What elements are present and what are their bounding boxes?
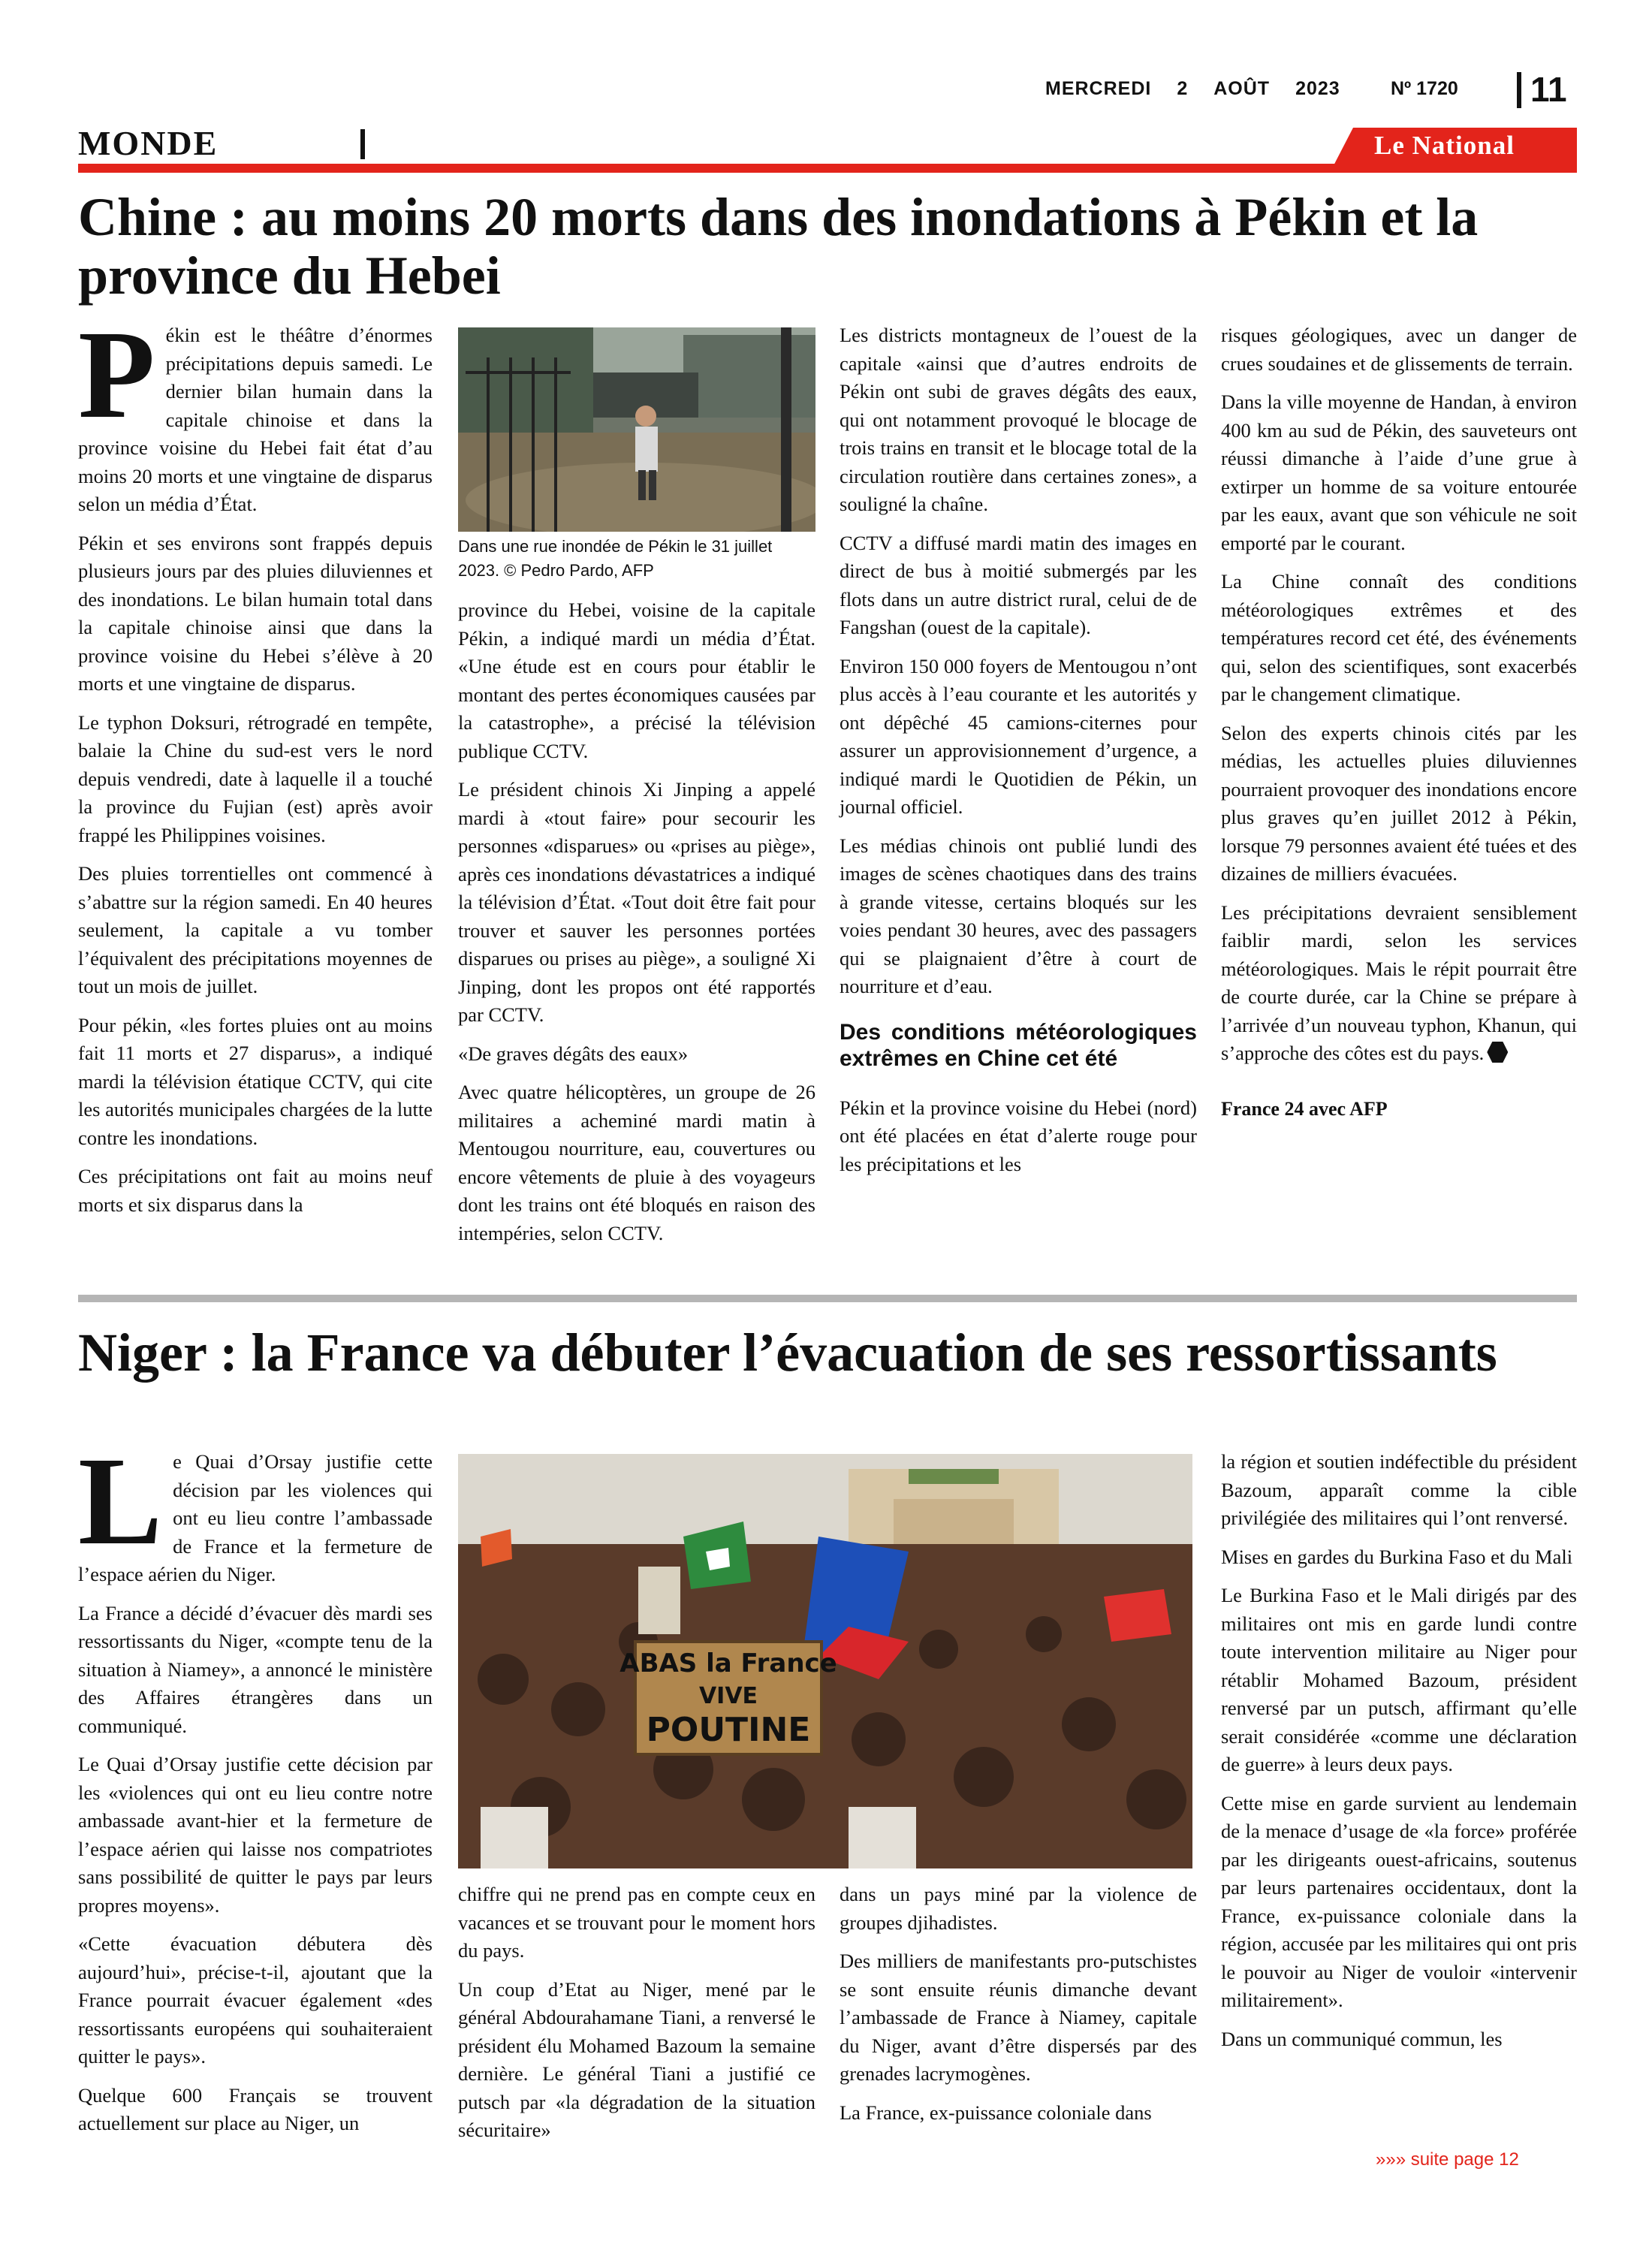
paragraph: chiffre qui ne prend pas en compte ceux en vacances et se trouvant pour le moment hors du pays. (458, 1883, 815, 1962)
protest-sign-line-2: VIVE (698, 1683, 758, 1709)
drop-cap: L (78, 1431, 163, 1571)
paragraph: Des pluies torrentielles ont commencé à s’abattre sur la région samedi. En 40 heures seulement, la capitale a vu tomber l’équivalent des précipitations moyennes de tout un mois de juillet. (78, 862, 433, 997)
issue-number: Nº 1720 (1391, 78, 1458, 99)
paragraph (78, 1431, 433, 1589)
protest-photo-image (458, 1454, 1192, 1868)
paragraph-text: Les précipitations devraient sensiblement faiblir mardi, selon les services météorologiques. Mais le répit pourrait être de courte durée, car la Chine se prépare à l’arrivée d’un nouveau typhon, Khanun, qui s’approche des côtes est du pays. (1221, 900, 1577, 1064)
paragraph-text: e Quai d’Orsay justifie cette décision par les violences qui ont eu lieu contre l’ambassade de France et la fermeture de l’espace aérien du Niger. (78, 1450, 433, 1585)
date-weekday: MERCREDI (1045, 78, 1152, 99)
paragraph (78, 305, 433, 519)
paragraph: Pékin et la province voisine du Hebei (nord) ont été placées en état d’alerte rouge pour les précipitations et les (840, 1096, 1197, 1175)
paragraph: province du Hebei, voisine de la capitale Pékin, a indiqué mardi un média d’État. «Une étude est en cours pour établir le montant des pertes économiques causées par la catastrophe», a précisé la télévision publique CCTV. (458, 599, 815, 762)
date-month: AOÛT (1213, 78, 1271, 99)
article-niger-column-3 (840, 1881, 1197, 2137)
paragraph: dans un pays miné par la violence de groupes djihadistes. (840, 1883, 1197, 1934)
article-china-column-3 (840, 321, 1197, 1189)
paragraph: Quelque 600 Français se trouvent actuellement sur place au Niger, un (78, 2083, 433, 2134)
issue-date (1045, 78, 1340, 100)
paragraph: Mises en gardes du Burkina Faso et du Mali (1221, 1545, 1573, 1568)
paragraph: Les médias chinois ont publié lundi des images de scènes chaotiques dans des trains à grande vitesse, certains bloqués sur les voies pendant 30 heures, avec des passagers qui se plaignaient d’être à court de nourriture et d’eau. (840, 834, 1197, 997)
drop-cap: P (78, 305, 155, 445)
flood-photo-image (458, 327, 815, 532)
paragraph: risques géologiques, avec un danger de crues soudaines et de glissements de terrain. (1221, 324, 1577, 375)
photo-caption: Dans une rue inondée de Pékin le 31 juillet 2023. © Pedro Pardo, AFP (458, 537, 773, 580)
paragraph: La Chine connaît des conditions météorologiques extrêmes et des températures record cet été, des événements qui, selon des scientifiques, sont exacerbés par le changement climatique. (1221, 570, 1577, 705)
brand-name: Le National (1374, 131, 1515, 160)
article-separator (78, 1295, 1577, 1302)
paragraph: Le typhon Doksuri, rétrogradé en tempête, balaie la Chine du sud-est vers le nord depuis vendredi, date à laquelle il a touché la province du Fujian (est) après avoir frappé les Philippines voisines. (78, 710, 433, 846)
article-china-column-1 (78, 305, 433, 1229)
paragraph: Selon des experts chinois cités par les médias, les actuelles pluies diluviennes pourraient provoquer des inondations encore plus graves qu’en juillet 2012 à Pékin, lorsque 79 personnes avaient été tuées et des dizaines de milliers évacuées. (1221, 721, 1577, 885)
paragraph: la région et soutien indéfectible du président Bazoum, apparaît comme la cible privilégiée des militaires qui l’ont renversé. (1221, 1450, 1577, 1529)
paragraph: «De graves dégâts des eaux» (458, 1042, 689, 1065)
paragraph: Cette mise en garde survient au lendemain de la menace d’usage de «la force» proférée par les dirigeants ouest-africains, soutenus par leurs partenaires occidentaux, dont la France, ex-puissance coloniale dans la région, accusée par les militaires qui ont pris le pouvoir au Niger de vouloir «intervenir militairement». (1221, 1791, 1577, 2011)
article-china-column-2 (458, 596, 815, 1258)
date-year: 2023 (1295, 78, 1340, 99)
article-credit: France 24 avec AFP (1221, 1097, 1388, 1120)
paragraph: Environ 150 000 foyers de Mentougou n’ont plus accès à l’eau courante et les autorités y ont dépêché 45 camions-citernes pour assurer un approvisionnement d’urgence, a indiqué mardi le Quotidien de Pékin, un journal officiel. (840, 654, 1197, 818)
flood-photo (458, 327, 815, 532)
protest-photo (458, 1454, 1192, 1868)
paragraph: Le Burkina Faso et le Mali dirigés par des militaires ont mis en garde lundi contre toute intervention militaire au Niger pour rétablir Mohamed Bazoum, président renversé par un putsch, affirmant qu’elle serait considérée «comme une déclaration de guerre» à leurs deux pays. (1221, 1584, 1577, 1775)
article-subheading: Des conditions météorologiques extrêmes en Chine cet été (840, 1019, 1197, 1071)
paragraph: «Cette évacuation débutera dès aujourd’hui», précise-t-il, ajoutant que la France pourrait évacuer également «des ressortissants européens qui souhaiteraient quitter le pays». (78, 1932, 433, 2068)
paragraph: Des milliers de manifestants pro-putschistes se sont ensuite réunis dimanche devant l’ambassade de France à Niamey, capitale du Niger, avant d’être dispersés par des grenades lacrymogènes. (840, 1950, 1197, 2085)
section-title: MONDE (78, 124, 219, 162)
paragraph: Dans un communiqué commun, les (1221, 2027, 1503, 2050)
section-divider (360, 129, 365, 159)
paragraph: Un coup d’Etat au Niger, mené par le général Abdourahamane Tiani, a renversé le président élu Mohamed Bazoum la semaine dernière. Le général Tiani a justifié ce putsch par «la dégradation de la situation sécuritaire» (458, 1977, 815, 2141)
article-china-column-4 (1221, 321, 1577, 1123)
article-niger-column-1 (78, 1431, 433, 2149)
protest-sign-line-3: POUTINE (646, 1711, 811, 1749)
paragraph: Les districts montagneux de l’ouest de la capitale «ainsi que d’autres endroits de Pékin ont subi de graves dégâts des eaux, qui ont notamment provoqué le blocage de trois trains en transit et le blocage total de la circulation routière dans certaines zones», a souligné la chaîne. (840, 324, 1197, 515)
article-niger-column-4 (1221, 1448, 1577, 2064)
paragraph: La France, ex-puissance coloniale dans (840, 2101, 1152, 2124)
end-of-article-icon (1487, 1042, 1508, 1063)
paragraph: Pour pékin, «les fortes pluies ont au moins fait 11 morts et 27 disparus», a indiqué mardi la télévision étatique CCTV, qui cite les autorités municipales chargées de la lutte contre les inondations. (78, 1013, 433, 1149)
paragraph: Avec quatre hélicoptères, un groupe de 26 militaires a acheminé mardi matin à Mentougou nourriture, eau, couvertures ou encore vêtements de pluie à des voyageurs dont les trains ont été bloqués en raison des intempéries, selon CCTV. (458, 1081, 815, 1244)
article-niger-column-2 (458, 1881, 815, 2155)
page-number: 11 (1530, 70, 1567, 109)
date-day: 2 (1177, 78, 1189, 99)
paragraph: Dans la ville moyenne de Handan, à environ 400 km au sud de Pékin, des sauveteurs ont réussi dimanche à l’aide d’une grue à extirper un homme de sa voiture entourée par les eaux, avant que son véhicule ne soit emporté par le courant. (1221, 391, 1577, 554)
article-headline-china: Chine : au moins 20 morts dans des inondations à Pékin et la province du Hebei (78, 187, 1479, 306)
header-divider (1517, 72, 1521, 108)
paragraph: La France a décidé d’évacuer dès mardi ses ressortissants du Niger, «compte tenu de la situation à Niamey», a annoncé le ministère des Affaires étrangères dans un communiqué. (78, 1601, 433, 1737)
paragraph (1221, 899, 1577, 1068)
protest-sign-line-1: ABAS la France (620, 1648, 837, 1678)
paragraph: Le président chinois Xi Jinping a appelé mardi à «tout faire» pour secourir les personnes «disparues» ou «prises au piège», après ces inondations dévastatrices a indiqué la télévision d’État. «Tout doit être fait pour trouver et sauver les personnes portées disparues ou prises au piège», a souligné Xi Jinping, dont les propos ont été rapportés par CCTV. (458, 778, 815, 1026)
paragraph: Le Quai d’Orsay justifie cette décision par les «violences qui ont eu lieu contre notre ambassade avant-hier et la fermeture de l’espace aérien qui laisse nos compatriotes sans possibilité de quitter le pays par leurs propres moyens». (78, 1753, 433, 1917)
paragraph-text: ékin est le théâtre d’énormes précipitations depuis samedi. Le dernier bilan humain dans la capitale chinoise et dans la province voisine du Hebei fait état d’au moins 20 morts et une vingtaine de disparus selon un média d’État. (78, 324, 433, 515)
paragraph: Ces précipitations ont fait au moins neuf morts et six disparus dans la (78, 1165, 433, 1216)
article-headline-niger: Niger : la France va débuter l’évacuation de ses ressortissants (78, 1323, 1497, 1383)
continued-link[interactable]: »»» suite page 12 (1376, 2149, 1519, 2170)
paragraph: Pékin et ses environs sont frappés depuis plusieurs jours par des pluies diluviennes et des inondations. Le bilan humain total dans la capitale chinoise ainsi que dans la province voisine du Hebei s’élève à 20 morts et une vingtaine de disparus. (78, 531, 433, 695)
paragraph: CCTV a diffusé mardi matin des images en direct de bus à moitié submergés par les flots dans un autre district rural, celui de de Fangshan (ouest de la capitale). (840, 531, 1197, 638)
